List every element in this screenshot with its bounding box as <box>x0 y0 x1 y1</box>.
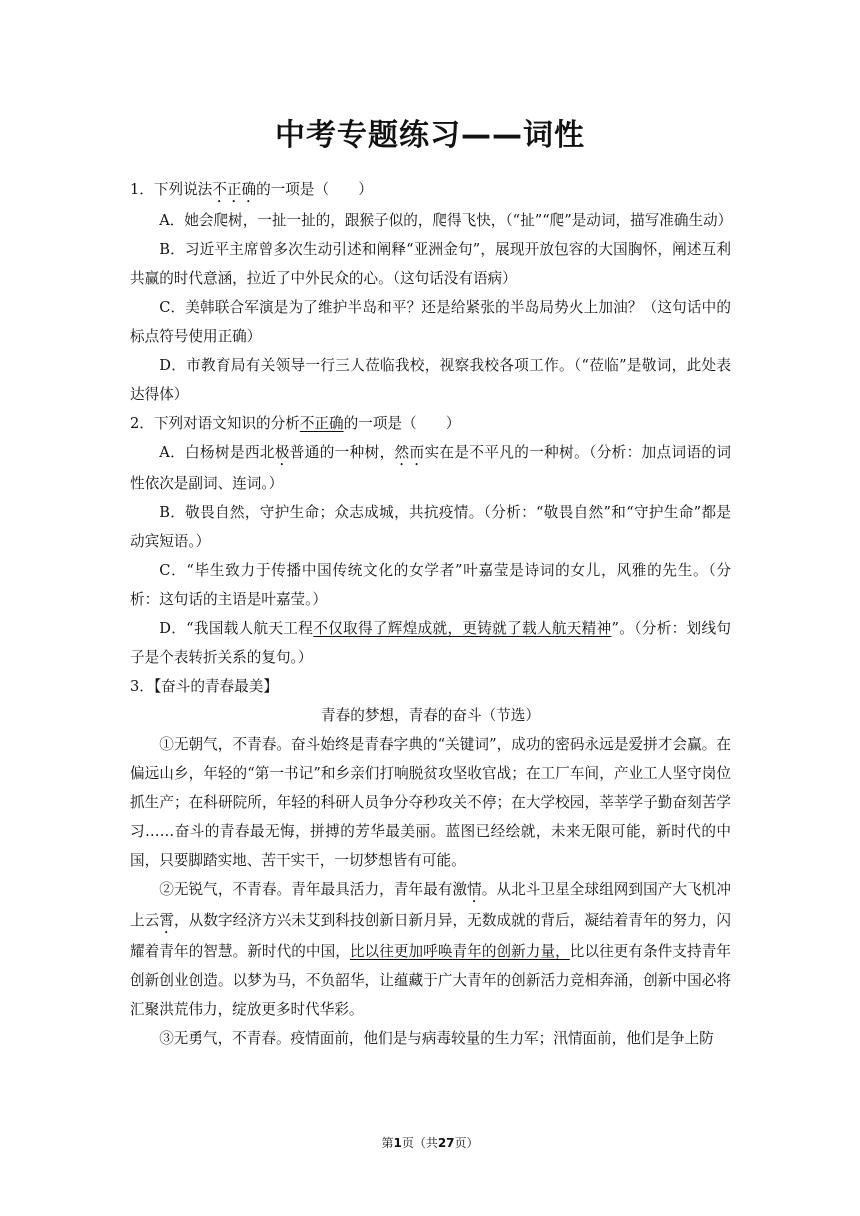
emphasis-text: 然而 <box>394 444 425 461</box>
page-number: 1 <box>393 1136 402 1150</box>
total-pages: 27 <box>437 1136 455 1150</box>
question-2-option-c: C．“毕生致力于传播中国传统文化的女学者”叶嘉莹是诗词的女儿，风雅的先生。（分析：这句话的主语是叶嘉莹。） <box>130 562 731 608</box>
question-1-stem: 1．下列说法不正确的一项是（ ） <box>130 181 373 198</box>
question-1-option-d: D．市教育局有关领导一行三人莅临我校，视察我校各项工作。（“莅临”是敬词，此处表达得体） <box>130 357 731 403</box>
passage-paragraph-3: ③无勇气，不青春。疫情面前，他们是与病毒较量的生力军；汛情面前，他们是争上防 <box>159 1030 714 1047</box>
underlined-text: 比以往更加呼唤青年的创新力量， <box>349 943 570 960</box>
question-1-option-b: B．习近平主席曾多次生动引述和阐释“亚洲金句”，展现开放包容的大国胸怀，阐述互利共赢的时代意涵，拉近了中外民众的心。（这句话没有语病） <box>130 241 731 287</box>
question-2-option-b: B．敬畏自然，守护生命；众志成城，共抗疫情。（分析：“敬畏自然”和“守护生命”都是动宾短语。） <box>130 504 731 550</box>
question-1-option-c: C．美韩联合军演是为了维护半岛和平？还是给紧张的半岛局势火上加油？（这句话中的标点符号使用正确） <box>130 299 731 345</box>
emphasis-text: 不正确 <box>212 181 257 198</box>
underlined-text: 不正确 <box>299 415 344 432</box>
passage-paragraph-2: ②无锐气，不青春。青年最具活力，青年最有激情。从北斗卫星全球组网到国产大飞机冲上云霄，从数字经济方兴未艾到科技创新日新月异，无数成就的背后，凝结着青年的努力，闪耀着青年的智慧。新时代的中国，比以往更加呼唤青年的创新力量，比以往更有条件支持青年创新创业创造。以梦为马，不负韶华，让蕴藏于广大青年的创新活力竞相奔涌，创新中国必将汇聚洪荒伟力，绽放更多时代华彩。 <box>130 881 731 1018</box>
underlined-sentence: 不仅取得了辉煌成就，更铸就了载人航天精神 <box>313 620 612 637</box>
question-2-option-a: A．白杨树是西北极普通的一种树，然而实在是不平凡的一种树。（分析：加点词语的词性依次是副词、连词。） <box>130 444 731 492</box>
question-2-option-d: D．“我国载人航天工程不仅取得了辉煌成就，更铸就了载人航天精神”。（分析：划线句子是个表转折关系的复句。） <box>130 620 731 666</box>
passage-title: 青春的梦想，青春的奋斗（节选） <box>321 707 540 724</box>
question-2-stem: 2．下列对语文知识的分析不正确的一项是（ ） <box>130 415 461 432</box>
emphasis-text: 极 <box>274 444 290 461</box>
page-footer: 第1页（共27页） <box>381 1136 479 1150</box>
question-1-option-a: A．她会爬树，一扯一扯的，跟猴子似的，爬得飞快，（“扯”“爬”是动词，描写准确生动） <box>159 212 733 229</box>
emphasis-text: 霄 <box>159 912 174 929</box>
emphasis-text: 情 <box>467 881 482 898</box>
question-3-stem: 3．【奋斗的青春最美】 <box>130 678 278 695</box>
passage-paragraph-1: ①无朝气，不青春。奋斗始终是青春字典的“关键词”，成功的密码永远是爱拼才会赢。在偏远山乡，年轻的“第一书记”和乡亲们打响脱贫攻坚收官战；在工厂车间，产业工人坚守岗位抓生产；在科研院所，年轻的科研人员争分夺秒攻关不停；在大学校园，莘莘学子勤奋刻苦学习……奋斗的青春最无悔，拼搏的芳华最美丽。蓝图已经绘就，未来无限可能，新时代的中国，只要脚踏实地、苦干实干，一切梦想皆有可能。 <box>130 736 731 869</box>
document-body <box>130 175 731 1053</box>
page-title: 中考专题练习——词性 <box>275 118 585 153</box>
